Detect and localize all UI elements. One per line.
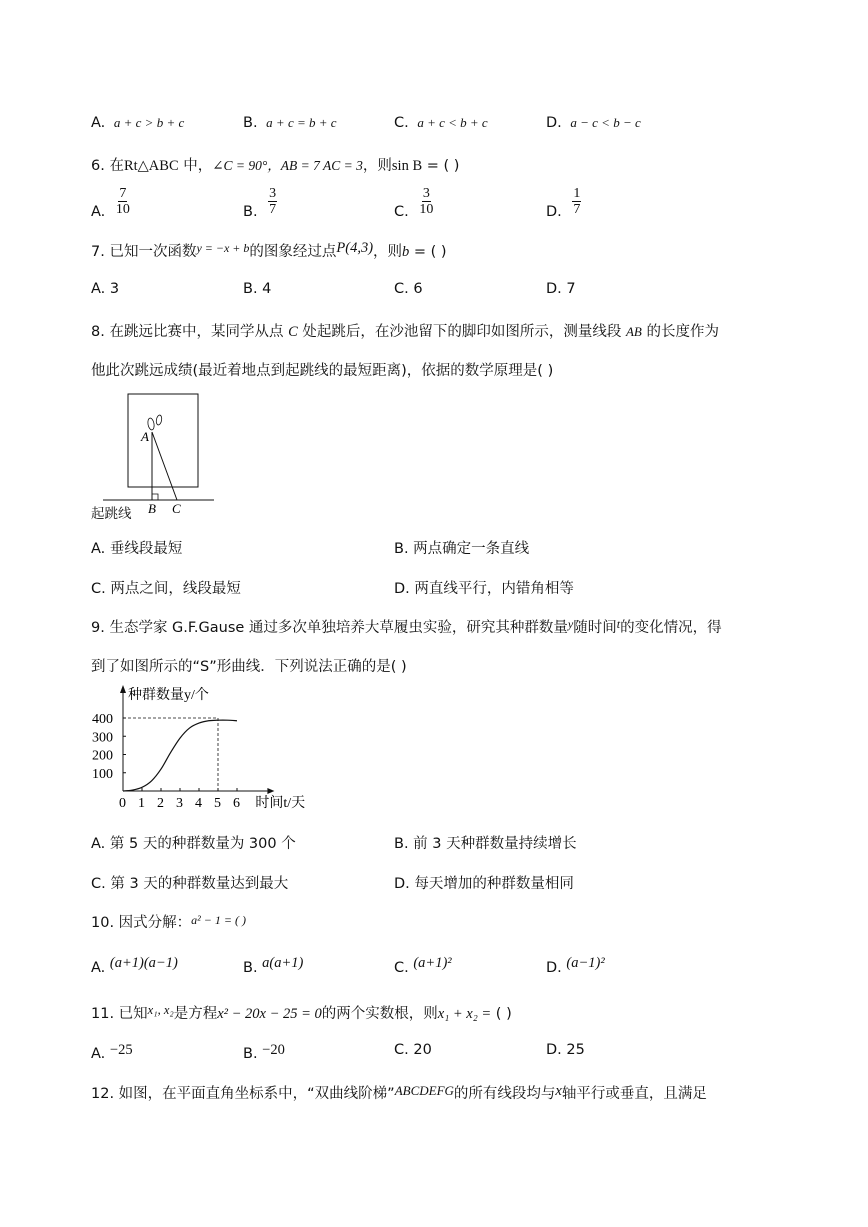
- sandpit-rect: [128, 394, 198, 487]
- y-tick-label: 300: [92, 730, 113, 746]
- q7-option-d: D. 7: [546, 281, 576, 297]
- q7-option-a: A. 3: [91, 281, 120, 297]
- y-tick-label: 400: [92, 712, 113, 727]
- q9-option-d: D. 每天增加的种群数量相同: [394, 876, 574, 892]
- population-s-curve-chart: [85, 683, 345, 818]
- right-angle-mark: [152, 494, 158, 500]
- q10-option-b: B. a(a+1): [243, 955, 304, 976]
- q8-option-d: D. 两直线平行，内错角相等: [394, 581, 574, 597]
- q9-option-a: A. 第 5 天的种群数量为 300 个: [91, 836, 296, 852]
- x-tick-label: 3: [176, 796, 183, 811]
- fraction: $\frac{1}{7}$: [573, 186, 581, 218]
- q11-option-a: A. −25: [91, 1042, 133, 1062]
- q8-option-b: B. 两点确定一条直线: [394, 541, 530, 557]
- x-tick-label: 4: [195, 796, 202, 811]
- q5-option-b: B. a + c = b + c: [243, 115, 337, 131]
- q5-option-d: D. a − c < b − c: [546, 115, 641, 131]
- point-a-label: A: [141, 429, 149, 444]
- x-tick-label: 5: [214, 796, 221, 811]
- x-tick-label: 0: [119, 796, 126, 811]
- q11-option-b: B. −20: [243, 1042, 285, 1062]
- fraction: $\frac{7}{10}$: [115, 186, 130, 218]
- question-8-line2: 他此次跳远成绩(最近着地点到起跳线的最短距离)，依据的数学原理是( ): [91, 363, 554, 379]
- q9-option-c: C. 第 3 天的种群数量达到最大: [91, 876, 289, 892]
- question-9-line2: 到了如图所示的“S”形曲线．下列说法正确的是( ): [91, 659, 407, 675]
- takeoff-line-label: 起跳线: [91, 506, 132, 522]
- q6-option-a: A. $\frac{7}{10}$: [91, 186, 130, 220]
- q7-option-b: B. 4: [243, 281, 272, 297]
- segment-ac: [152, 432, 177, 500]
- q11-option-d: D. 25: [546, 1042, 585, 1058]
- y-tick-label: 200: [92, 748, 113, 764]
- question-10-stem: 10. 因式分解：$^{a^2 - 1 = ( )}$: [91, 913, 246, 931]
- y-axis-label: 种群数量y/个: [128, 688, 209, 703]
- q11-option-c: C. 20: [394, 1042, 432, 1058]
- question-12-stem: 12. 如图，在平面直角坐标系中，“双曲线阶梯”ABCDEFG的所有线段均与x轴平行或垂直，且满足: [91, 1083, 707, 1102]
- question-6-stem: 6. 在Rt△ABC 中，∠C = 90°，AB = 7 AC = 3，则sin B = ( ): [91, 158, 460, 174]
- x-tick-label: 2: [157, 796, 164, 811]
- q10-option-c: C. (a+1)²: [394, 955, 452, 976]
- y-tick-label: 100: [92, 766, 113, 782]
- fraction: $\frac{3}{7}$: [269, 186, 277, 218]
- fraction: $\frac{3}{10}$: [419, 186, 434, 218]
- q8-option-c: C. 两点之间，线段最短: [91, 581, 241, 597]
- footprint-right: [156, 415, 163, 426]
- question-7-stem: 7. 已知一次函数$^{y = -x + b}$的图象经过点P(4,3)，则b = ( ): [91, 240, 447, 260]
- q9-option-b: B. 前 3 天种群数量持续增长: [394, 836, 577, 852]
- x-axis-label: 时间t/天: [255, 796, 306, 811]
- x-tick-label: 6: [233, 796, 240, 811]
- q7-option-c: C. 6: [394, 281, 423, 297]
- q6-option-b: B. $\frac{3}{7}$: [243, 186, 277, 220]
- question-8-line1: 8. 在跳远比赛中，某同学从点 C 处起跳后，在沙池留下的脚印如图所示，测量线段 AB 的长度作为: [91, 324, 719, 340]
- y-axis-arrow: [120, 685, 126, 693]
- question-9-line1: 9. 生态学家 G.F.Gause 通过多次单独培养大草履虫实验，研究其种群数量$^y$随时间$^t$的变化情况，得: [91, 617, 722, 636]
- point-b-label: B: [148, 501, 156, 516]
- q6-option-c: C. $\frac{3}{10}$: [394, 186, 434, 220]
- q10-option-d: D. (a−1)²: [546, 955, 605, 976]
- x-tick-label: 1: [138, 796, 145, 811]
- q8-option-a: A. 垂线段最短: [91, 541, 183, 557]
- q5-option-c: C. a + c < b + c: [394, 115, 488, 131]
- reference-lines: [123, 718, 218, 791]
- point-c-label: C: [172, 501, 181, 516]
- s-curve-series: [123, 720, 237, 791]
- long-jump-figure: [88, 390, 223, 520]
- q5-option-a: A. a + c > b + c: [91, 115, 185, 131]
- q10-option-a: A. (a+1)(a−1): [91, 955, 178, 976]
- question-11-stem: 11. 已知x₁, x₂是方程x² − 20x − 25 = 0的两个实数根，则x₁ + x₂ = ( ): [91, 1003, 512, 1022]
- q6-option-d: D. $\frac{1}{7}$: [546, 186, 581, 220]
- x-axis-arrow: [267, 788, 274, 794]
